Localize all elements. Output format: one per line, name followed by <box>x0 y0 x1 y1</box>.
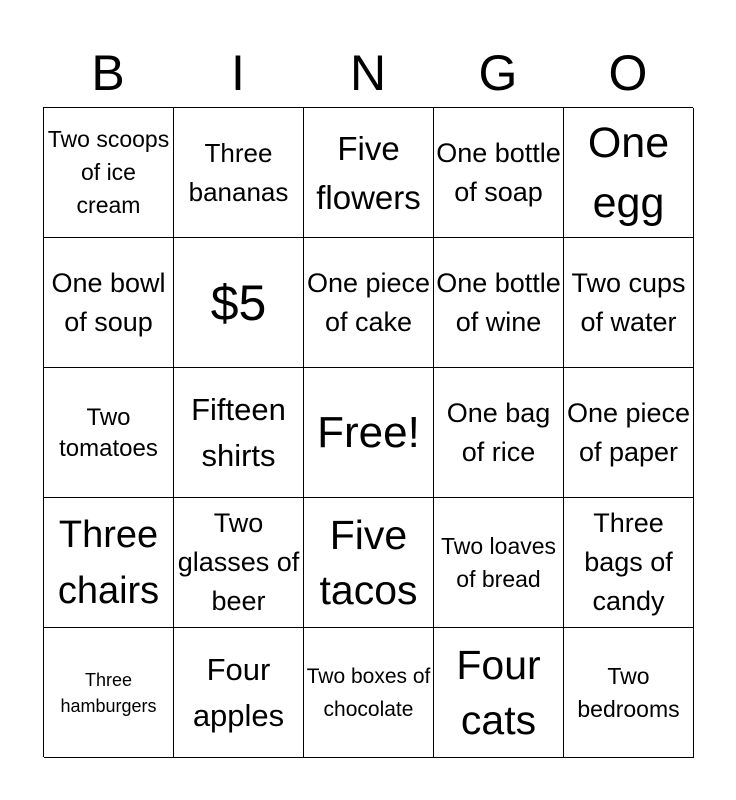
cell-text: Five tacos <box>319 511 418 613</box>
cell-text: Two boxes of chocolate <box>306 664 431 721</box>
cell-text: Two bedrooms <box>577 662 680 722</box>
bingo-cell[interactable] <box>564 108 694 238</box>
cell-text: Three bananas <box>188 137 289 207</box>
bingo-cell[interactable] <box>174 108 304 238</box>
bingo-cell[interactable] <box>174 628 304 758</box>
cell-text: One bowl of soup <box>51 267 166 337</box>
cell-text: Two tomatoes <box>59 403 158 462</box>
bingo-cell[interactable] <box>44 498 174 628</box>
header-letter-n: N <box>349 45 387 101</box>
cell-text: One bottle of soap <box>436 137 561 207</box>
bingo-cell[interactable] <box>44 238 174 368</box>
header-letter-i: I <box>231 45 245 101</box>
cell-text: Two glasses of beer <box>177 508 300 616</box>
bingo-cell[interactable] <box>434 628 564 758</box>
bingo-cell[interactable] <box>44 368 174 498</box>
header-letter-o: O <box>608 45 648 101</box>
bingo-cell[interactable] <box>44 108 174 238</box>
bingo-cell[interactable] <box>434 498 564 628</box>
cell-text: Two cups of water <box>571 267 686 337</box>
cell-text: Three hamburgers <box>60 669 157 716</box>
bingo-cell[interactable] <box>174 238 304 368</box>
bingo-cell[interactable] <box>304 628 434 758</box>
cell-text: Three chairs <box>57 513 160 612</box>
cell-text: Four apples <box>192 651 285 733</box>
bingo-cell[interactable] <box>174 498 304 628</box>
bingo-cell[interactable] <box>304 368 434 498</box>
bingo-cell[interactable] <box>434 238 564 368</box>
cell-text: One piece of paper <box>566 397 691 467</box>
cell-text: Two scoops of ice cream <box>47 126 170 218</box>
cell-text: Five flowers <box>316 129 421 216</box>
cell-text: $5 <box>210 274 267 331</box>
bingo-cell[interactable] <box>434 368 564 498</box>
bingo-cell[interactable] <box>304 238 434 368</box>
bingo-cell[interactable] <box>304 498 434 628</box>
bingo-cell[interactable] <box>564 498 694 628</box>
bingo-cell[interactable] <box>174 368 304 498</box>
header-letter-b: B <box>91 45 125 101</box>
bingo-card <box>43 107 693 757</box>
cell-text: One bottle of wine <box>436 267 561 337</box>
cell-text: One bag of rice <box>446 397 551 467</box>
cell-text: One egg <box>587 118 670 227</box>
bingo-cell[interactable] <box>564 628 694 758</box>
header-letter-g: G <box>478 45 518 101</box>
bingo-header <box>43 42 693 104</box>
cell-text: Free! <box>317 407 420 457</box>
cell-text: Three bags of candy <box>584 508 673 616</box>
bingo-cell[interactable] <box>304 108 434 238</box>
cell-text: Fifteen shirts <box>191 391 286 473</box>
cell-text: One piece of cake <box>306 267 431 337</box>
bingo-cell[interactable] <box>434 108 564 238</box>
cell-text: Two loaves of bread <box>440 532 557 592</box>
bingo-cell[interactable] <box>44 628 174 758</box>
cell-text: Four cats <box>456 641 541 743</box>
bingo-cell[interactable] <box>564 368 694 498</box>
bingo-cell[interactable] <box>564 238 694 368</box>
